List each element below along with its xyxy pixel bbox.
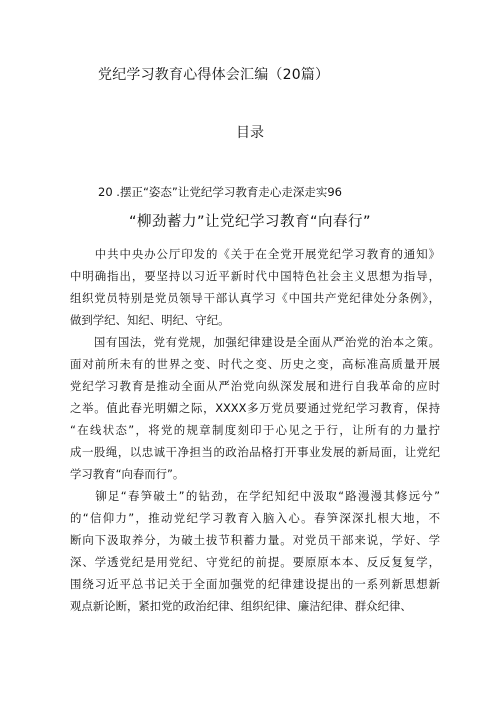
paragraph-line: “在线状态”，将党的规章制度刻印于心见之于行，让所有的力量拧 [70, 423, 440, 437]
article-body [70, 243, 440, 617]
paragraph-line: 中共中央办公厅印发的《关于在全党开展党纪学习教育的通知》 [70, 247, 440, 261]
paragraph-line: 做到学纪、知纪、明纪、守纪。 [70, 313, 230, 327]
section-title: “柳劲蓄力”让党纪学习教育“向春行” [128, 214, 372, 230]
paragraph-line: 组织党员特别是党员领导干部认真学习《中国共产党纪律处分条例》， [70, 291, 440, 305]
paragraph [70, 243, 440, 331]
paragraph [70, 331, 440, 485]
paragraph-line: 面对前所未有的世界之变、时代之变、历史之变，高标准高质量开展 [70, 357, 440, 371]
paragraph-line: 深、学透党纪是用党纪、守党纪的前提。要原原本本、反反复复学， [70, 555, 440, 569]
paragraph-line: 之举。值此春光明媚之际，XXXX多万党员要通过党纪学习教育，保持 [70, 401, 440, 415]
paragraph-line: 铆足“春笋破土”的钻劲，在学纪知纪中汲取“路漫漫其修远兮” [70, 489, 440, 503]
toc-heading: 目录 [236, 125, 264, 141]
paragraph-line: 中明确指出，要坚持以习近平新时代中国特色社会主义思想为指导， [70, 269, 440, 283]
paragraph-line: 党纪学习教育是推动全面从严治党向纵深发展和进行自我革命的应时 [70, 379, 440, 393]
paragraph-line: 围绕习近平总书记关于全面加强党的纪律建设提出的一系列新思想新 [70, 577, 440, 591]
paragraph [70, 485, 440, 617]
document-title: 党纪学习教育心得体会汇编（20篇） [98, 67, 330, 83]
toc-entry: 20 .摆正“姿态”让党纪学习教育走心走深走实96 [98, 185, 342, 199]
paragraph-line: 国有国法，党有党规，加强纪律建设是全面从严治党的治本之策。 [70, 335, 440, 349]
paragraph-line: 断向下汲取养分，为破土拔节积蓄力量。对党员干部来说，学好、学 [70, 533, 440, 547]
paragraph-line: 的“信仰力”，推动党纪学习教育入脑入心。春笋深深扎根大地，不 [70, 511, 440, 525]
paragraph-line: 观点新论断，紧扣党的政治纪律、组织纪律、廉洁纪律、群众纪律、 [70, 599, 412, 613]
paragraph-line: 成一股绳，以忠诚干净担当的政治品格打开事业发展的新局面，让党纪 [70, 445, 440, 459]
paragraph-line: 学习教育“向春而行”。 [70, 467, 185, 481]
